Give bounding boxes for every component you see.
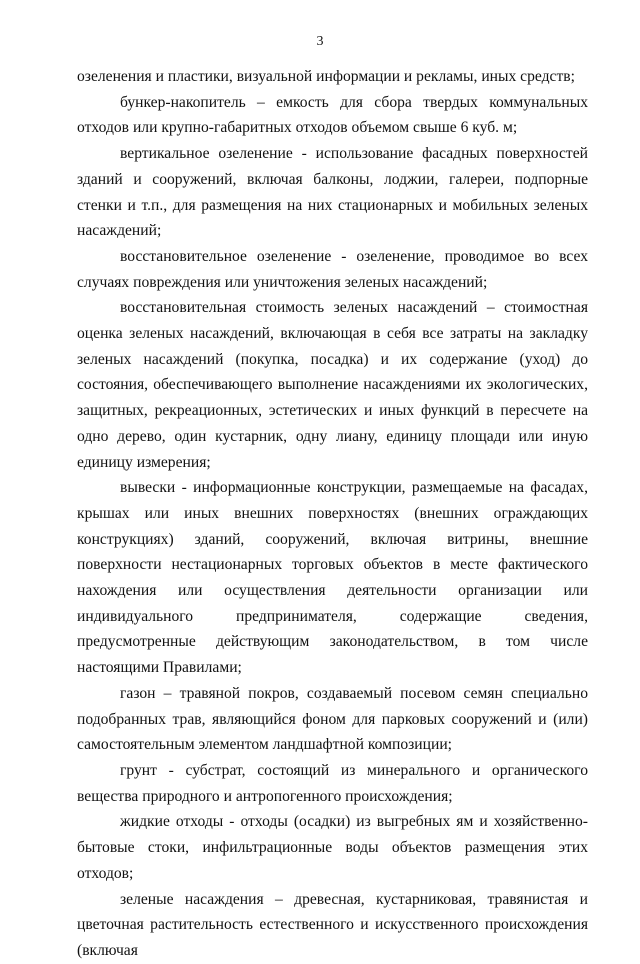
document-body <box>77 64 588 964</box>
paragraph-continuation: озеленения и пластики, визуальной информации и рекламы, иных средств; <box>77 68 575 85</box>
paragraph-grunt: грунт - субстрат, состоящий из минерального и органического вещества природного и антропогенного происхождения; <box>77 761 588 805</box>
paragraph-vyveski: вывески - информационные конструкции, размещаемые на фасадах, крышах или иных внешних поверхностях (внешних ограждающих конструкциях) зданий, сооружений, включая витрины, внешние поверхности нестационарных торговых объектов в месте фактического нахождения или осуществления деятельности организации или индивидуального предпринимателя, содержащие сведения, предусмотренные действующим законодательством, в том числе настоящими Правилами; <box>77 479 588 677</box>
paragraph-zelenye-nasazhdeniya: зеленые насаждения – древесная, кустарниковая, травянистая и цветочная растительность естественного и искусственного происхождения (включая <box>77 890 588 959</box>
page-number: 3 <box>316 34 324 49</box>
paragraph-vosstanovitelnoe-ozelenenie: восстановительное озеленение - озеленение, проводимое во всех случаях повреждения или уничтожения зеленых насаждений; <box>77 247 588 291</box>
paragraph-gazon: газон – травяной покров, создаваемый посевом семян специально подобранных трав, являющийся фоном для парковых сооружений и (или) самостоятельным элементом ландшафтной композиции; <box>77 684 588 754</box>
paragraph-zhidkie-othody: жидкие отходы - отходы (осадки) из выгребных ям и хозяйственно-бытовые стоки, инфильтрационные воды объектов размещения этих отходов; <box>77 813 588 882</box>
paragraph-vosstanovitelnaya-stoimost: восстановительная стоимость зеленых насаждений – стоимостная оценка зеленых насаждений, включающая в себя все затраты на закладку зеленых насаждений (покупка, посадка) и их содержание (уход) до состояния, обеспечивающего выполнение насаждениями их экологических, защитных, рекреационных, эстетических и иных функций в пересчете на одно дерево, один кустарник, одну лиану, единицу площади или иную единицу измерения; <box>77 299 588 471</box>
paragraph-bunker-nakopitel: бункер-накопитель – емкость для сбора твердых коммунальных отходов или крупно-габаритных отходов объемом свыше 6 куб. м; <box>77 93 588 137</box>
paragraph-vertikalnoe-ozelenenie: вертикальное озеленение - использование фасадных поверхностей зданий и сооружений, включая балконы, лоджии, галереи, подпорные стенки и т.п., для размещения на них стационарных и мобильных зеленых насаждений; <box>77 145 588 240</box>
